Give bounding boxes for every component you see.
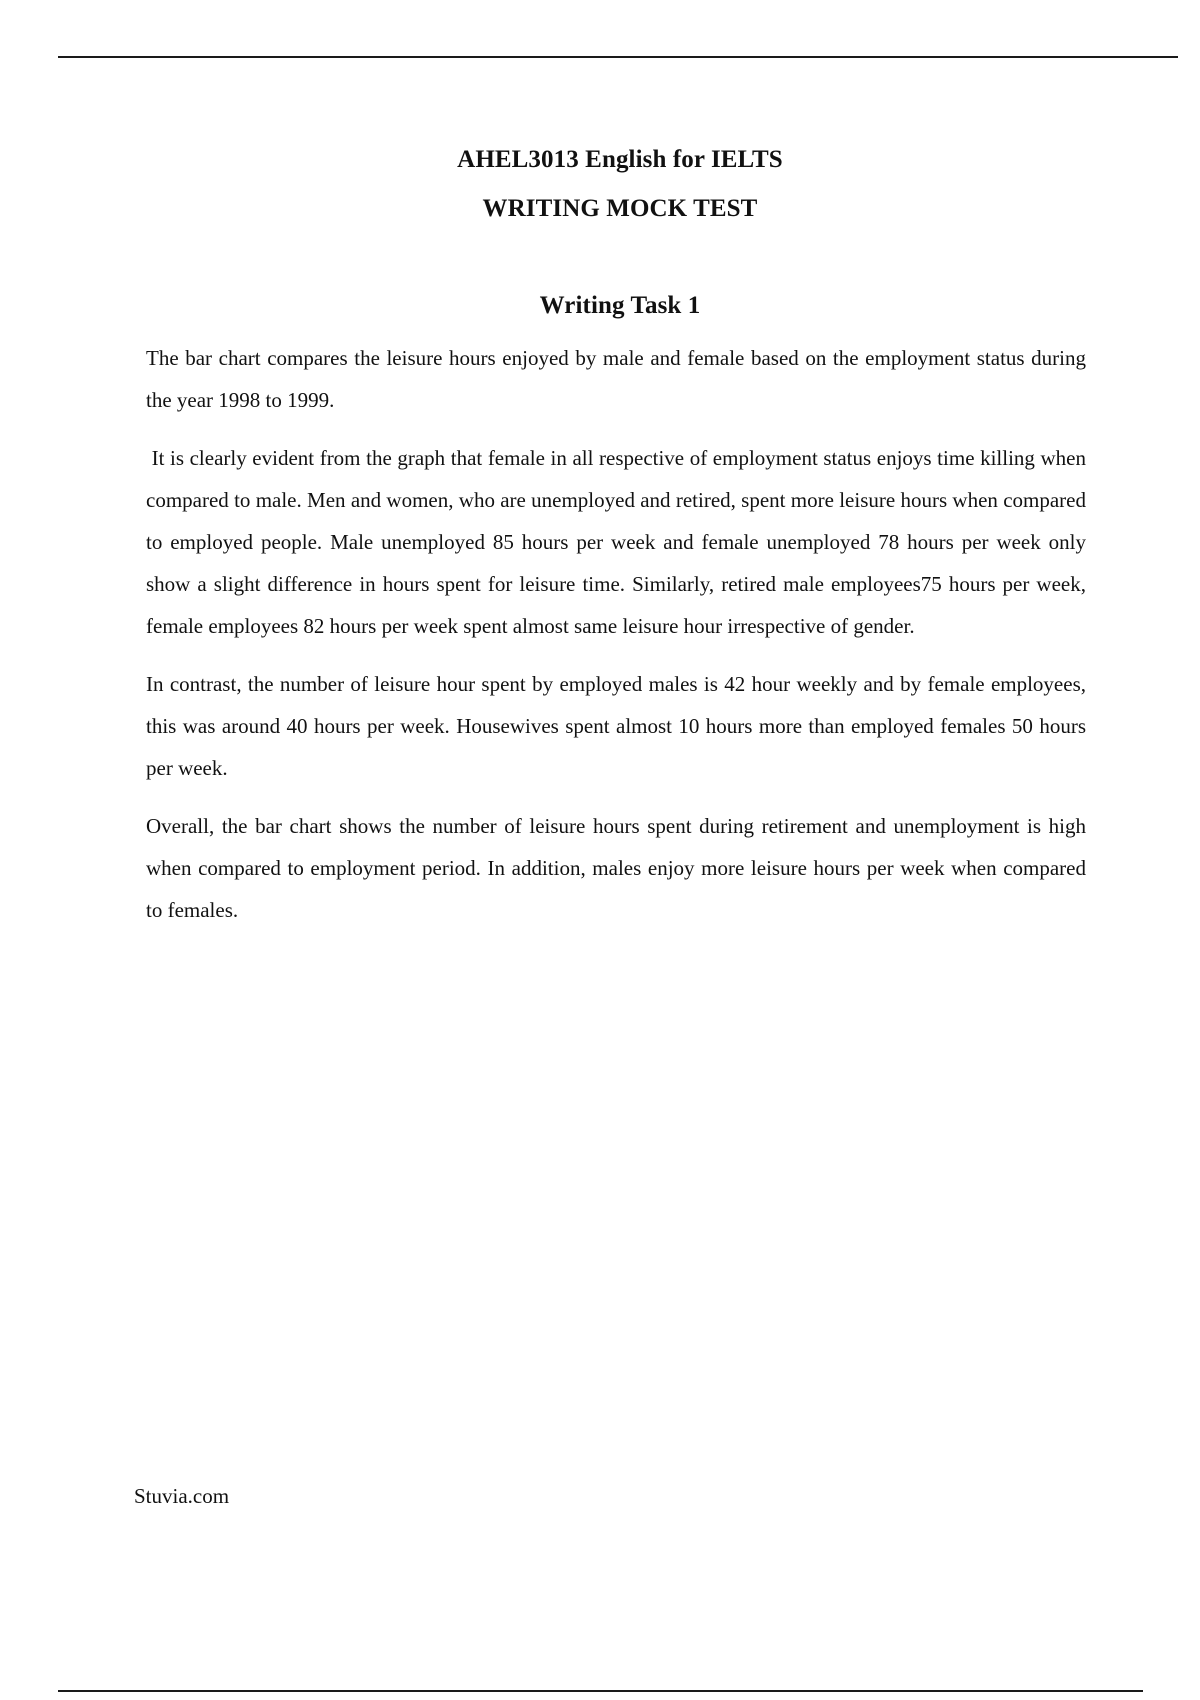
paragraph-intro: The bar chart compares the leisure hours enjoyed by male and female based on the employment status during the year 1998 to 1999. bbox=[146, 346, 1086, 412]
test-title: WRITING MOCK TEST bbox=[482, 195, 758, 222]
paragraph-conclusion: Overall, the bar chart shows the number of leisure hours spent during retirement and unemployment is high when compared to employment period. In addition, males enjoy more leisure hours per week when compared to females. bbox=[146, 814, 1086, 922]
top-divider bbox=[58, 56, 1178, 58]
course-title: AHEL3013 English for IELTS bbox=[457, 146, 783, 173]
bottom-divider bbox=[58, 1690, 1143, 1692]
paragraph-contrast: In contrast, the number of leisure hour spent by employed males is 42 hour weekly and by female employees, this was around 40 hours per week. Housewives spent almost 10 hours more than employed females 50 hours per week. bbox=[146, 672, 1086, 780]
task-heading: Writing Task 1 bbox=[539, 292, 701, 319]
paragraph-overview: It is clearly evident from the graph that female in all respective of employment status enjoys time killing when compared to male. Men and women, who are unemployed and retired, spent more leisure hours when compared to employed people. Male unemployed 85 hours per week and female unemployed 78 hours per week only show a slight difference in hours spent for leisure time. Similarly, retired male employees75 hours per week, female employees 82 hours per week spent almost same leisure hour irrespective of gender. bbox=[146, 446, 1097, 638]
footer-source: Stuvia.com bbox=[134, 1484, 230, 1508]
essay-body bbox=[146, 337, 1097, 947]
